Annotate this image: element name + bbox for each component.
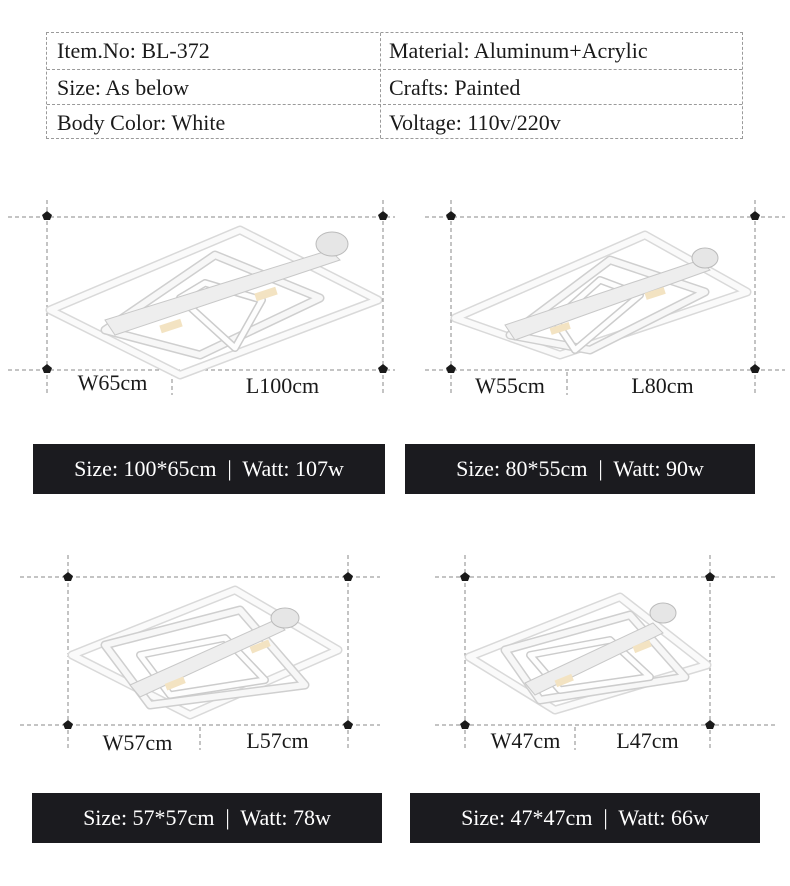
size-note: Size: As below	[57, 75, 189, 100]
spec-row	[47, 104, 742, 140]
length-label: L100cm	[245, 373, 320, 398]
crafts: Crafts: Painted	[389, 75, 521, 100]
spec-banner-3: Size: 57*57cm | Watt: 78w	[32, 793, 382, 843]
spec-row	[47, 33, 742, 68]
product-panel-1	[0, 180, 395, 420]
spec-banner-2: Size: 80*55cm | Watt: 90w	[405, 444, 755, 494]
voltage: Voltage: 110v/220v	[389, 110, 561, 135]
spec-banner-4: Size: 47*47cm | Watt: 66w	[410, 793, 760, 843]
width-label: W65cm	[77, 370, 148, 395]
width-label: W47cm	[490, 728, 561, 753]
item-number: Item.No: BL-372	[57, 38, 210, 63]
product-panel-4	[395, 555, 790, 765]
length-label: L57cm	[246, 728, 309, 753]
spec-banner-1: Size: 100*65cm | Watt: 107w	[33, 444, 385, 494]
material: Material: Aluminum+Acrylic	[389, 38, 648, 63]
spec-row	[47, 69, 742, 105]
length-label: L80cm	[631, 373, 694, 398]
width-label: W55cm	[475, 373, 545, 398]
product-panel-3	[0, 555, 395, 765]
spec-table	[46, 32, 743, 139]
product-panel-2	[395, 180, 790, 420]
width-label: W57cm	[102, 730, 173, 755]
length-label: L47cm	[616, 728, 679, 753]
body-color: Body Color: White	[57, 110, 226, 135]
